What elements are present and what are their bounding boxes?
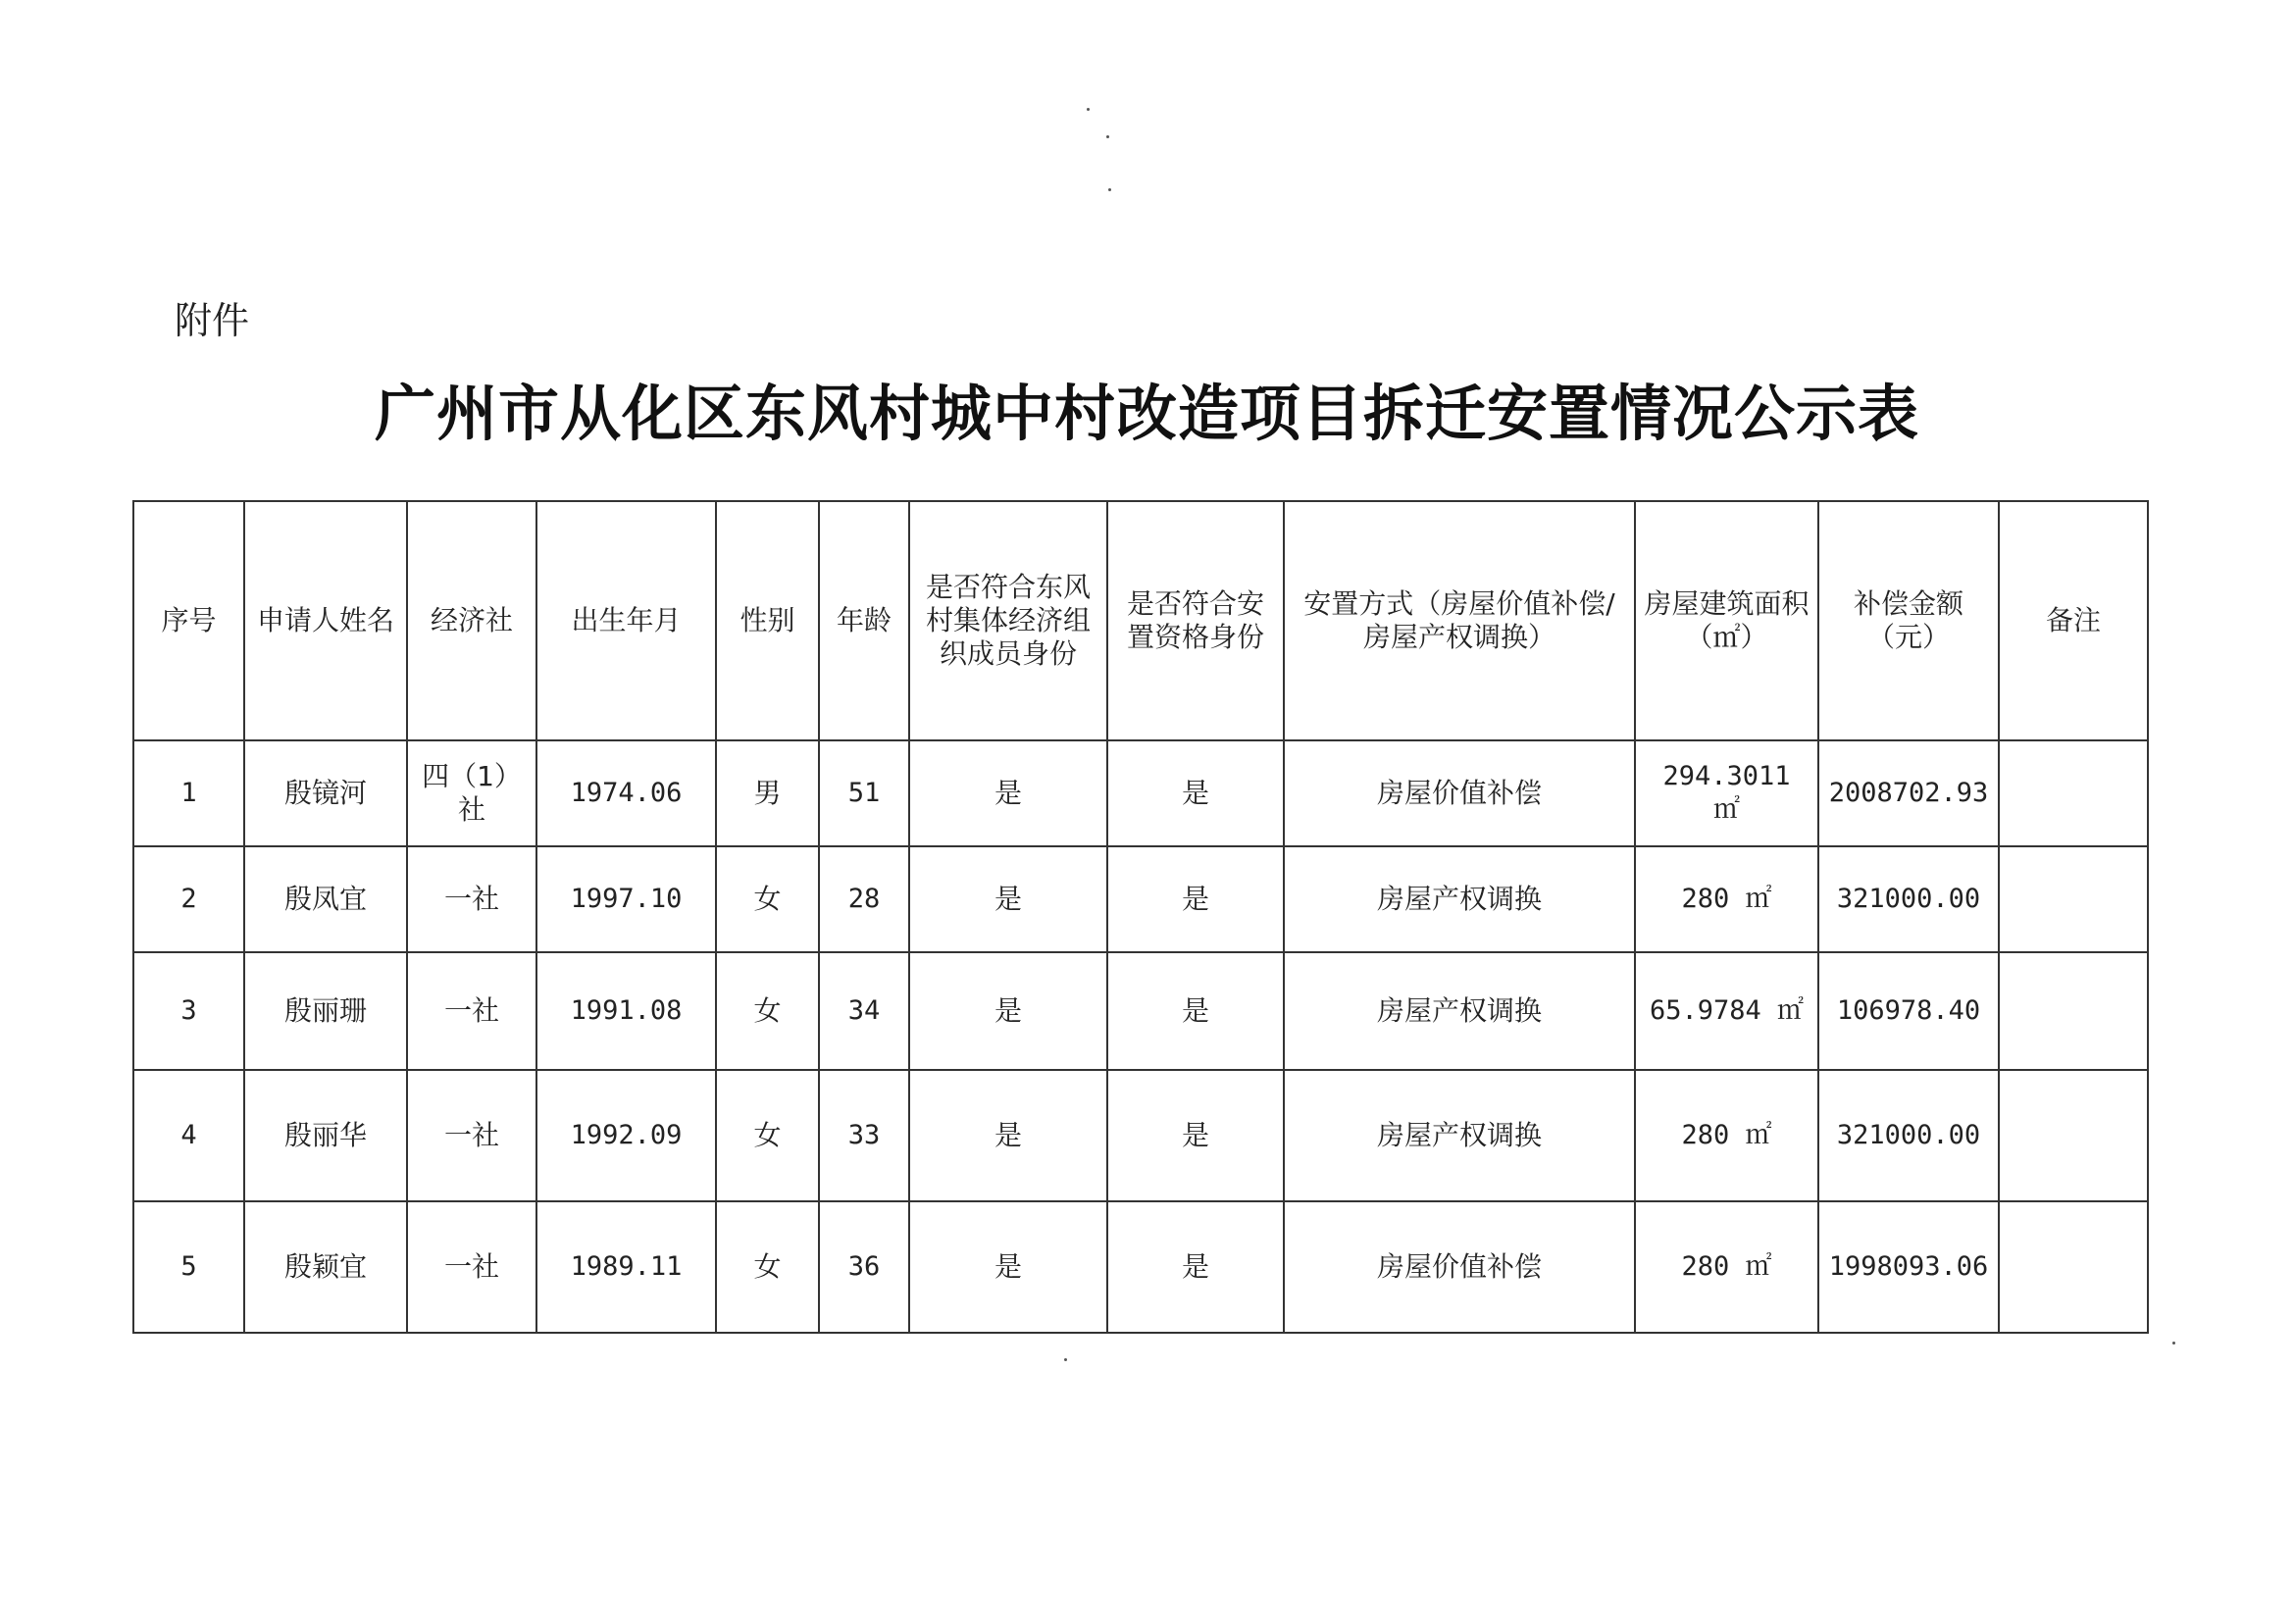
cell-birth: 1989.11 (536, 1201, 716, 1333)
cell-amount: 1998093.06 (1818, 1201, 1999, 1333)
cell-method: 房屋产权调换 (1284, 952, 1635, 1070)
cell-name: 殷丽华 (244, 1070, 407, 1201)
cell-member: 是 (909, 1201, 1107, 1333)
table-row (133, 846, 2148, 952)
cell-method: 房屋产权调换 (1284, 846, 1635, 952)
cell-birth: 1997.10 (536, 846, 716, 952)
cell-amount: 321000.00 (1818, 846, 1999, 952)
scan-speck (1106, 135, 1109, 138)
cell-birth: 1992.09 (536, 1070, 716, 1201)
header-member: 是否符合东风村集体经济组织成员身份 (909, 501, 1107, 740)
cell-member: 是 (909, 952, 1107, 1070)
cell-no: 5 (133, 1201, 244, 1333)
cell-member: 是 (909, 740, 1107, 846)
cell-remark (1999, 952, 2148, 1070)
header-eligible: 是否符合安置资格身份 (1107, 501, 1284, 740)
cell-age: 51 (819, 740, 909, 846)
cell-name: 殷颖宜 (244, 1201, 407, 1333)
cell-remark (1999, 1070, 2148, 1201)
cell-area: 65.9784 ㎡ (1635, 952, 1818, 1070)
relocation-table (132, 500, 2149, 1334)
cell-area: 280 ㎡ (1635, 1201, 1818, 1333)
table-row (133, 740, 2148, 846)
header-name: 申请人姓名 (244, 501, 407, 740)
header-gender: 性别 (716, 501, 819, 740)
cell-age: 34 (819, 952, 909, 1070)
cell-method: 房屋产权调换 (1284, 1070, 1635, 1201)
cell-age: 28 (819, 846, 909, 952)
header-method: 安置方式（房屋价值补偿/房屋产权调换） (1284, 501, 1635, 740)
cell-remark (1999, 846, 2148, 952)
cell-method: 房屋价值补偿 (1284, 740, 1635, 846)
attachment-label: 附件 (175, 299, 250, 342)
table-row (133, 952, 2148, 1070)
cell-gender: 男 (716, 740, 819, 846)
cell-gender: 女 (716, 1070, 819, 1201)
scan-speck (1064, 1358, 1067, 1361)
cell-age: 36 (819, 1201, 909, 1333)
cell-age: 33 (819, 1070, 909, 1201)
cell-society: 一社 (407, 952, 536, 1070)
cell-society: 一社 (407, 1070, 536, 1201)
cell-area: 294.3011 ㎡ (1635, 740, 1818, 846)
cell-area: 280 ㎡ (1635, 846, 1818, 952)
cell-eligible: 是 (1107, 952, 1284, 1070)
header-no: 序号 (133, 501, 244, 740)
cell-gender: 女 (716, 846, 819, 952)
cell-eligible: 是 (1107, 846, 1284, 952)
cell-name: 殷凤宜 (244, 846, 407, 952)
table-row (133, 1070, 2148, 1201)
page-title: 广州市从化区东风村城中村改造项目拆迁安置情况公示表 (374, 378, 1919, 449)
header-remark: 备注 (1999, 501, 2148, 740)
cell-no: 4 (133, 1070, 244, 1201)
header-society: 经济社 (407, 501, 536, 740)
header-birth: 出生年月 (536, 501, 716, 740)
cell-method: 房屋价值补偿 (1284, 1201, 1635, 1333)
cell-amount: 321000.00 (1818, 1070, 1999, 1201)
cell-society: 四（1）社 (407, 740, 536, 846)
cell-remark (1999, 740, 2148, 846)
cell-remark (1999, 1201, 2148, 1333)
cell-eligible: 是 (1107, 1201, 1284, 1333)
header-area: 房屋建筑面积（㎡） (1635, 501, 1818, 740)
header-age: 年龄 (819, 501, 909, 740)
cell-eligible: 是 (1107, 1070, 1284, 1201)
cell-no: 2 (133, 846, 244, 952)
cell-gender: 女 (716, 1201, 819, 1333)
cell-name: 殷丽珊 (244, 952, 407, 1070)
cell-society: 一社 (407, 1201, 536, 1333)
scan-speck (2172, 1342, 2175, 1345)
cell-eligible: 是 (1107, 740, 1284, 846)
cell-amount: 106978.40 (1818, 952, 1999, 1070)
cell-gender: 女 (716, 952, 819, 1070)
cell-birth: 1974.06 (536, 740, 716, 846)
table-row (133, 1201, 2148, 1333)
cell-no: 3 (133, 952, 244, 1070)
header-amount: 补偿金额（元） (1818, 501, 1999, 740)
cell-society: 一社 (407, 846, 536, 952)
table-header-row (133, 501, 2148, 740)
cell-name: 殷镜河 (244, 740, 407, 846)
cell-member: 是 (909, 1070, 1107, 1201)
cell-member: 是 (909, 846, 1107, 952)
cell-birth: 1991.08 (536, 952, 716, 1070)
cell-amount: 2008702.93 (1818, 740, 1999, 846)
cell-no: 1 (133, 740, 244, 846)
scan-speck (1087, 108, 1090, 111)
cell-area: 280 ㎡ (1635, 1070, 1818, 1201)
scan-speck (1108, 188, 1111, 191)
